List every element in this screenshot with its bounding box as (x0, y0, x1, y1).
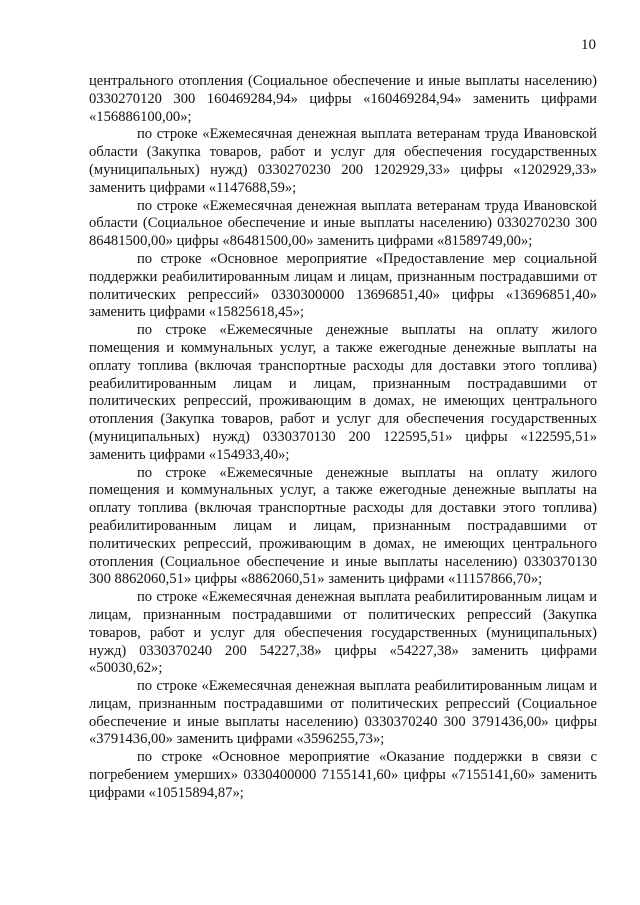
paragraph-rehabilitated-monthly-procurement: по строке «Ежемесячная денежная выплата реабилитированным лицам и лицам, признанным пострадавшими от политических репрессий (Закупка товаров, работ и услуг для обеспечения государственных (муниципальных) нужд) 0330370240 200 54227,38» цифры «54227,38» заменить цифрами «50030,62»; (89, 589, 597, 677)
paragraph-housing-payments-social: по строке «Ежемесячные денежные выплаты на оплату жилого помещения и коммунальных услуг, а также ежегодные денежные выплаты на оплату топлива (включая транспортные расходы для доставки этого топлива) реабилитированным лицам и лицам, признанным пострадавшими от политических репрессий, проживающим в домах, не имеющих центрального отопления (Социальное обеспечение и иные выплаты населению) 0330370130 300 8862060,51» цифры «8862060,51» заменить цифрами «11157866,70»; (89, 464, 597, 588)
paragraph-housing-payments-procurement: по строке «Ежемесячные денежные выплаты на оплату жилого помещения и коммунальных услуг, а также ежегодные денежные выплаты на оплату топлива (включая транспортные расходы для доставки этого топлива) реабилитированным лицам и лицам, признанным пострадавшими от политических репрессий, проживающим в домах, не имеющих центрального отопления (Закупка товаров, работ и услуг для обеспечения государственных (муниципальных) нужд) 0330370130 200 122595,51» цифры «122595,51» заменить цифрами «154933,40»; (89, 322, 597, 463)
paragraph-rehabilitated-main-activity: по строке «Основное мероприятие «Предоставление мер социальной поддержки реабилитированным лицам и лицам, признанным пострадавшими от политических репрессий» 0330300000 13696851,40» цифры «13696851,40» заменить цифрами «15825618,45»; (89, 250, 597, 321)
page-number: 10 (581, 37, 596, 53)
paragraph-rehabilitated-monthly-social: по строке «Ежемесячная денежная выплата реабилитированным лицам и лицам, признанным пострадавшими от политических репрессий (Социальное обеспечение и иные выплаты населению) 0330370240 300 3791436,00» цифры «3791436,00» заменить цифрами «3596255,73»; (89, 678, 597, 748)
document-body (89, 73, 597, 803)
paragraph-veterans-procurement: по строке «Ежемесячная денежная выплата ветеранам труда Ивановской области (Закупка товаров, работ и услуг для обеспечения государственных (муниципальных) нужд) 0330270230 200 1202929,33» цифры «1202929,33» заменить цифрами «1147688,59»; (89, 126, 597, 196)
paragraph-burial-support: по строке «Основное мероприятие «Оказание поддержки в связи с погребением умерших» 0330400000 7155141,60» цифры «7155141,60» заменить цифрами «10515894,87»; (89, 749, 597, 801)
paragraph-continuation: центрального отопления (Социальное обеспечение и иные выплаты населению) 0330270120 300 160469284,94» цифры «160469284,94» заменить цифрами «156886100,00»; (89, 73, 597, 125)
paragraph-veterans-social: по строке «Ежемесячная денежная выплата ветеранам труда Ивановской области (Социальное обеспечение и иные выплаты населению) 0330270230 300 86481500,00» цифры «86481500,00» заменить цифрами «81589749,00»; (89, 197, 597, 250)
